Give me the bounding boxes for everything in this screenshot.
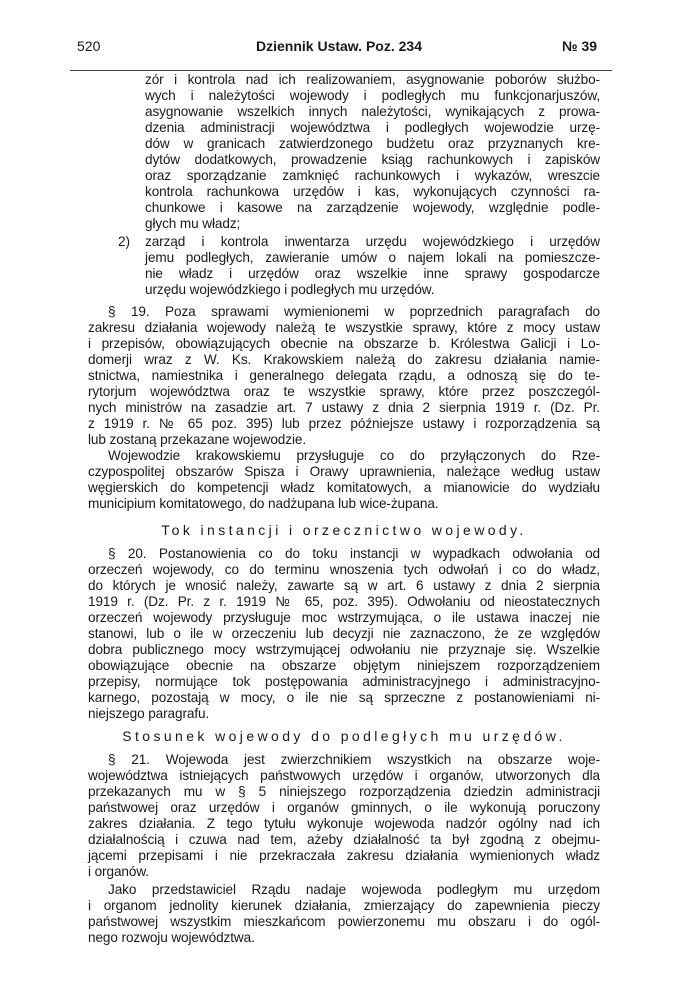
issue-number: № 39 bbox=[562, 38, 598, 54]
section-heading-stosunek: Stosunek wojewody do podległych mu urzędów. bbox=[122, 728, 566, 744]
text-line: urzędu wojewódzkiego i podległych mu urzędów. bbox=[145, 282, 435, 297]
text-line: domerji wraz z W. Ks. Krakowskiem należą do zakresu działania namie- bbox=[88, 352, 600, 367]
text-line: § 19. Poza sprawami wymienionemi w poprzednich paragrafach do bbox=[108, 304, 600, 319]
text-line: i przepisów, obowiązujących obecnie na obszarze b. Królestwa Galicji i Lo- bbox=[88, 336, 600, 351]
text-line: karnego, pozostają w mocy, o ile nie są sprzeczne z postanowieniami ni- bbox=[88, 690, 600, 705]
text-line: chunkowe i kasowe na zarządzenie wojewody, względnie podle- bbox=[145, 200, 600, 215]
text-line: jącemi przepisami i nie przekraczała zakresu działania wymienionych władz bbox=[88, 848, 600, 863]
paragraph-20 bbox=[88, 546, 600, 722]
text-line: wych i należytości wojewody i podległych mu funkcjonarjuszów, bbox=[145, 88, 600, 103]
text-line: dytów dodatkowych, prowadzenie ksiąg rachunkowych i zapisków bbox=[145, 152, 600, 167]
paragraph-19-krakow bbox=[88, 448, 600, 512]
text-line: orzeczeń wojewody przysługuje moc wstrzymująca, o ile ustawa inaczej nie bbox=[88, 610, 600, 625]
text-line: zór i kontrola nad ich realizowaniem, asygnowanie poborów służbo- bbox=[145, 72, 600, 87]
text-line: municipium komitatowego, do nadżupana lub wice-żupana. bbox=[88, 496, 439, 511]
text-line: i organów. bbox=[88, 864, 149, 879]
text-line: nych ministrów na zasadzie art. 7 ustawy z dnia 2 sierpnia 1919 r. (Dz. Pr. bbox=[88, 400, 600, 415]
text-line: przepisy, normujące tok postępowania administracyjnego i administracyjno- bbox=[88, 674, 600, 689]
item-number: 2) bbox=[118, 234, 131, 249]
text-line: do których je wnosić należy, zawarte są w art. 6 ustawy z dnia 2 sierpnia bbox=[88, 578, 600, 593]
text-line: stnictwa, namiestnika i generalnego delegata rządu, a odnoszą się do te- bbox=[88, 368, 600, 383]
text-line: węgierskich do kompetencji władz komitatowych, a mianowicie do wydziału bbox=[88, 480, 600, 495]
text-line: rytorjum województwa oraz te wszystkie sprawy, które przez poszczegól- bbox=[88, 384, 600, 399]
section-heading-tok-instancji: Tok instancji i orzecznictwo wojewody. bbox=[161, 522, 527, 538]
paragraph-21 bbox=[88, 752, 600, 880]
text-line: zakresu działania wojewody należą te wszystkie sprawy, które z mocy ustaw bbox=[88, 320, 600, 335]
text-line: z 1919 r. № 65 poz. 395) lub przez późniejsze ustawy i rozporządzenia są bbox=[88, 416, 600, 431]
item-2 bbox=[145, 234, 600, 298]
page-number: 520 bbox=[77, 38, 101, 54]
text-line: przekazanych mu w § 5 niniejszego rozporządzenia dziedzin administracji bbox=[88, 784, 600, 799]
text-line: zakres działania. Z tego tytułu wykonuje wojewoda nadzór ogólny nad ich bbox=[88, 816, 600, 831]
text-line: Jako przedstawiciel Rządu nadaje wojewoda podległym mu urzędom bbox=[108, 882, 600, 897]
text-line: lub zostaną przekazane wojewodzie. bbox=[88, 432, 307, 447]
text-line: oraz sporządzanie zamknięć rachunkowych i wykazów, wreszcie bbox=[145, 168, 600, 183]
header-rule bbox=[70, 70, 612, 71]
text-line: Wojewodzie krakowskiemu przysługuje co do przyłączonych do Rze- bbox=[108, 448, 600, 463]
text-line: dobra publicznego mocy wstrzymującej odwołaniu nie przyznaje się. Wszelkie bbox=[88, 642, 600, 657]
text-line: dzenia administracji województwa i podległych wojewodzie urzę- bbox=[145, 120, 600, 135]
text-line: stanowi, lub o ile w orzeczeniu lub decyzji nie zaznaczono, że ze względów bbox=[88, 626, 600, 641]
text-line: nego rozwoju województwa. bbox=[88, 930, 255, 945]
text-line: § 21. Wojewoda jest zwierzchnikiem wszystkich na obszarze woje- bbox=[108, 752, 600, 767]
text-line: głych mu władz; bbox=[145, 216, 241, 231]
paragraph-19 bbox=[88, 304, 600, 448]
text-line: asygnowanie wszelkich innych należytości, wynikających z prowa- bbox=[145, 104, 600, 119]
text-line: niejszego paragrafu. bbox=[88, 706, 210, 721]
text-line: nie władz i urzędów oraz wszelkie inne sprawy gospodarcze bbox=[145, 266, 600, 281]
text-line: czypospolitej obszarów Spisza i Orawy uprawnienia, należące według ustaw bbox=[88, 464, 600, 479]
text-line: dów w granicach zatwierdzonego budżetu oraz przyznanych kre- bbox=[145, 136, 600, 151]
text-line: jemu podległych, zawieranie umów o najem lokali na pomieszcze- bbox=[145, 250, 600, 265]
text-line: orzeczeń wojewody, co do terminu wnoszenia tych odwołań i co do władz, bbox=[88, 562, 600, 577]
text-line: § 20. Postanowienia co do toku instancji w wypadkach odwołania od bbox=[108, 546, 600, 561]
text-line: i organom jednolity kierunek działania, zmierzający do zapewnienia pieczy bbox=[88, 898, 600, 913]
text-line: państwowej wszystkim mieszkańcom powierzonemu mu obszaru i do ogól- bbox=[88, 914, 600, 929]
text-line: kontrola rachunkowa urzędów i kas, wykonujących czynności ra- bbox=[145, 184, 600, 199]
journal-title: Dziennik Ustaw. Poz. 234 bbox=[256, 38, 422, 54]
paragraph-21-rzad bbox=[88, 882, 600, 946]
text-line: państwowej oraz urzędów i organów gminnych, o ile wykonują poruczony bbox=[88, 800, 600, 815]
item-1-continuation bbox=[145, 72, 600, 232]
text-line: zarząd i kontrola inwentarza urzędu wojewódzkiego i urzędów bbox=[145, 234, 600, 249]
text-line: działalnością i czuwa nad tem, ażeby działalność ta był zgodną z obejmu- bbox=[88, 832, 600, 847]
text-line: 1919 r. (Dz. Pr. z r. 1919 № 65, poz. 395). Odwołaniu od nieostatecznych bbox=[88, 594, 600, 609]
text-line: województwa istniejących państwowych urzędów i organów, utworzonych dla bbox=[88, 768, 600, 783]
text-line: obowiązujące obecnie na obszarze objętym niniejszem rozporządzeniem bbox=[88, 658, 600, 673]
